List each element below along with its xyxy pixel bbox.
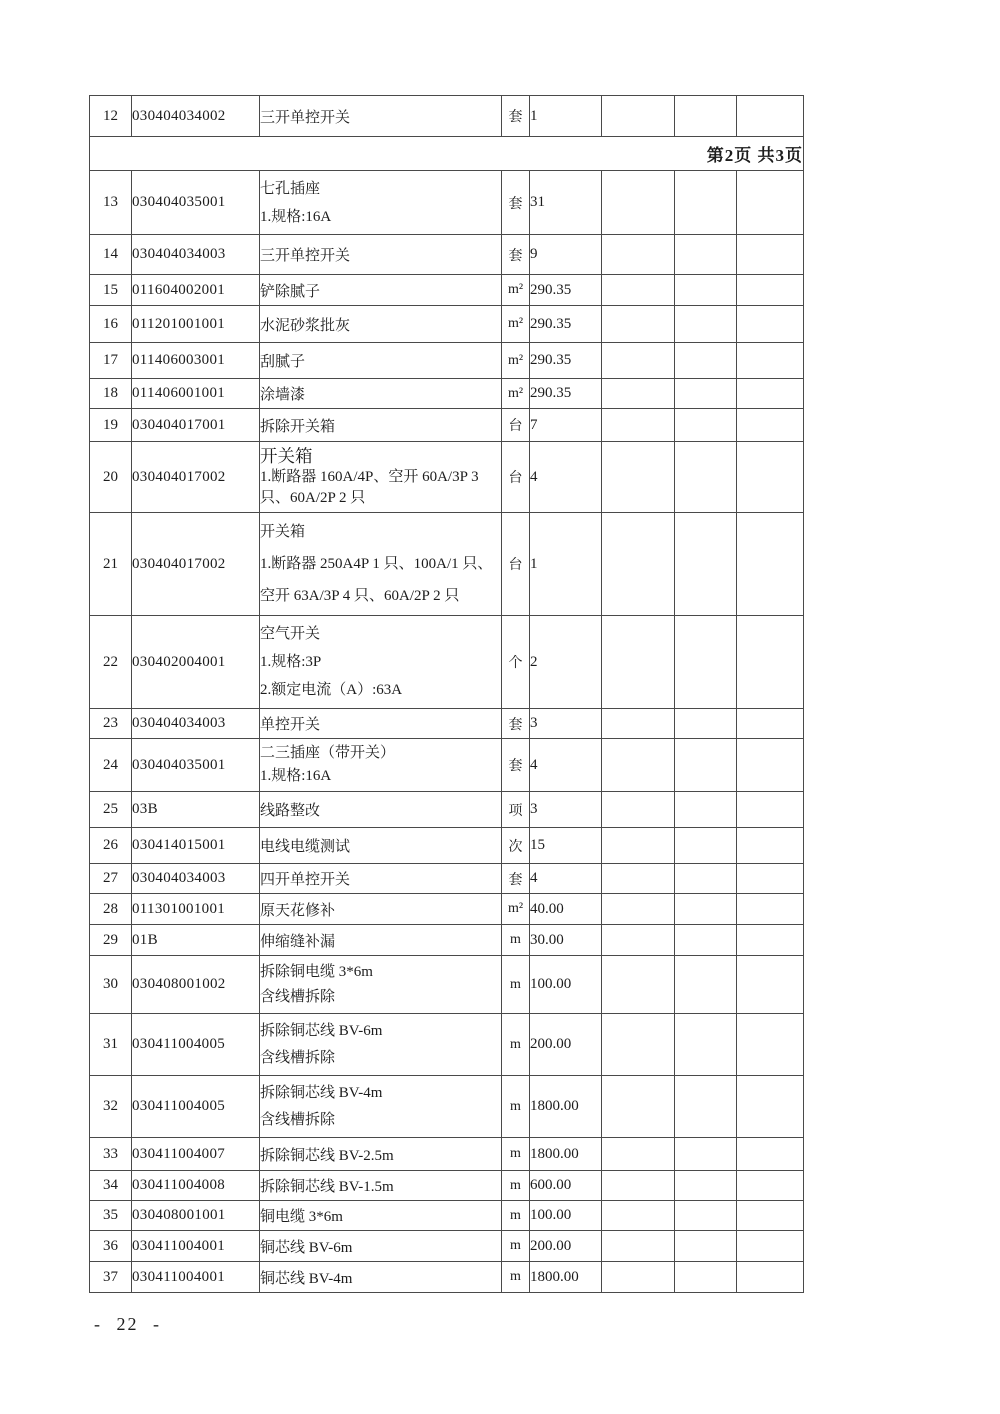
item-name-cell xyxy=(260,1076,502,1138)
table-row xyxy=(90,1076,804,1138)
quantity-cell: 9 xyxy=(530,235,602,275)
table-row xyxy=(90,709,804,739)
empty-amount-cell xyxy=(602,1262,675,1293)
empty-amount-cell xyxy=(602,1076,675,1138)
empty-cell xyxy=(737,894,804,925)
empty-cell xyxy=(675,96,737,137)
row-number-cell: 32 xyxy=(90,1076,132,1138)
quantity-cell: 600.00 xyxy=(530,1171,602,1201)
item-name-line: 1.断路器 250A4P 1 只、100A/1 只、 xyxy=(260,556,493,572)
table-row xyxy=(90,1138,804,1171)
empty-cell xyxy=(737,513,804,616)
item-name-cell xyxy=(260,739,502,792)
row-number-cell: 27 xyxy=(90,864,132,894)
quantity-cell: 100.00 xyxy=(530,956,602,1014)
empty-cell xyxy=(737,1138,804,1171)
item-name-cell xyxy=(260,1262,502,1293)
item-name-line: 铲除腻子 xyxy=(260,283,321,300)
empty-cell xyxy=(737,442,804,513)
empty-cell xyxy=(737,171,804,235)
item-name-cell xyxy=(260,894,502,925)
empty-amount-cell xyxy=(602,275,675,306)
item-name-cell xyxy=(260,616,502,709)
page-indicator: 第2页 共3页 xyxy=(90,137,804,171)
empty-amount-cell xyxy=(602,956,675,1014)
empty-cell xyxy=(675,513,737,616)
unit-cell: m xyxy=(502,1262,530,1293)
unit-cell: m xyxy=(502,1076,530,1138)
empty-cell xyxy=(737,1076,804,1138)
quantity-cell: 290.35 xyxy=(530,275,602,306)
unit-cell: m xyxy=(502,1231,530,1262)
unit-cell: 套 xyxy=(502,709,530,739)
empty-cell xyxy=(675,864,737,894)
empty-cell xyxy=(737,1262,804,1293)
empty-cell xyxy=(675,1138,737,1171)
item-name-cell xyxy=(260,343,502,379)
item-name-line: 铜电缆 3*6m xyxy=(260,1209,343,1225)
empty-cell xyxy=(675,894,737,925)
quantity-cell: 7 xyxy=(530,409,602,442)
item-name-cell xyxy=(260,792,502,828)
unit-cell: 套 xyxy=(502,235,530,275)
item-name-line: 1.规格:3P xyxy=(260,654,322,670)
item-name-line: 空气开关 xyxy=(260,626,321,642)
item-name-line: 线路整改 xyxy=(260,803,321,819)
quantity-cell: 200.00 xyxy=(530,1014,602,1076)
empty-amount-cell xyxy=(602,1138,675,1171)
item-code-cell: 011604002001 xyxy=(132,275,260,306)
row-number-cell: 15 xyxy=(90,275,132,306)
row-number-cell: 33 xyxy=(90,1138,132,1171)
item-code-cell: 030404017002 xyxy=(132,442,260,513)
empty-cell xyxy=(737,343,804,379)
item-code-cell: 011406001001 xyxy=(132,379,260,409)
item-code-cell: 030411004005 xyxy=(132,1076,260,1138)
item-name-line: 2.额定电流（A）:63A xyxy=(260,682,403,698)
empty-cell xyxy=(737,96,804,137)
quantity-cell: 290.35 xyxy=(530,343,602,379)
quantity-cell: 3 xyxy=(530,709,602,739)
empty-cell xyxy=(675,1231,737,1262)
row-number-cell: 17 xyxy=(90,343,132,379)
item-name-cell xyxy=(260,1201,502,1231)
unit-cell: m² xyxy=(502,343,530,379)
empty-amount-cell xyxy=(602,925,675,956)
empty-cell xyxy=(737,306,804,343)
item-name-line: 四开单控开关 xyxy=(260,872,351,888)
empty-cell xyxy=(675,235,737,275)
row-number-cell: 21 xyxy=(90,513,132,616)
item-name-line: 铜芯线 BV-6m xyxy=(260,1239,353,1256)
unit-cell: 台 xyxy=(502,409,530,442)
item-name-cell xyxy=(260,1138,502,1171)
item-name-cell xyxy=(260,96,502,137)
quantity-cell: 4 xyxy=(530,442,602,513)
item-code-cell: 030404034002 xyxy=(132,96,260,137)
quantity-cell: 3 xyxy=(530,792,602,828)
table-row xyxy=(90,1231,804,1262)
item-name-line: 1.规格:16A xyxy=(260,768,332,784)
empty-cell xyxy=(737,709,804,739)
row-number-cell: 16 xyxy=(90,306,132,343)
item-name-line: 原天花修补 xyxy=(260,902,336,919)
empty-cell xyxy=(737,616,804,709)
unit-cell: 台 xyxy=(502,513,530,616)
item-name-cell xyxy=(260,379,502,409)
row-number-cell: 28 xyxy=(90,894,132,925)
item-code-cell: 030404034003 xyxy=(132,709,260,739)
item-name-cell xyxy=(260,513,502,616)
unit-cell: m² xyxy=(502,894,530,925)
empty-cell xyxy=(675,275,737,306)
unit-cell: 个 xyxy=(502,616,530,709)
unit-cell: m² xyxy=(502,275,530,306)
table-row xyxy=(90,894,804,925)
item-name-line: 只、60A/2P 2 只 xyxy=(260,489,366,506)
row-number-cell: 37 xyxy=(90,1262,132,1293)
item-name-line: 含线槽拆除 xyxy=(260,1049,336,1066)
table-row xyxy=(90,409,804,442)
unit-cell: 项 xyxy=(502,792,530,828)
item-name-cell xyxy=(260,925,502,956)
row-number-cell: 20 xyxy=(90,442,132,513)
item-code-cell: 01B xyxy=(132,925,260,956)
table-row xyxy=(90,1262,804,1293)
empty-amount-cell xyxy=(602,616,675,709)
item-name-line: 拆除铜芯线 BV-1.5m xyxy=(260,1179,394,1195)
quantity-cell: 4 xyxy=(530,739,602,792)
row-number-cell: 13 xyxy=(90,171,132,235)
item-name-line: 三开单控开关 xyxy=(260,248,351,264)
row-number-cell: 25 xyxy=(90,792,132,828)
item-name-line: 拆除铜电缆 3*6m xyxy=(260,963,373,980)
row-number-cell: 19 xyxy=(90,409,132,442)
unit-cell: 套 xyxy=(502,96,530,137)
page-indicator-row xyxy=(90,137,804,171)
item-name-line: 含线槽拆除 xyxy=(260,1111,336,1128)
table-row xyxy=(90,864,804,894)
row-number-cell: 14 xyxy=(90,235,132,275)
empty-cell xyxy=(675,379,737,409)
quantity-cell: 4 xyxy=(530,864,602,894)
row-number-cell: 12 xyxy=(90,96,132,137)
item-name-line: 拆除开关箱 xyxy=(260,418,336,435)
quantity-cell: 1 xyxy=(530,513,602,616)
empty-amount-cell xyxy=(602,1201,675,1231)
item-code-cell: 011301001001 xyxy=(132,894,260,925)
item-name-line: 铜芯线 BV-4m xyxy=(260,1270,353,1287)
row-number-cell: 31 xyxy=(90,1014,132,1076)
empty-amount-cell xyxy=(602,96,675,137)
unit-cell: 套 xyxy=(502,864,530,894)
empty-cell xyxy=(737,792,804,828)
item-name-line: 水泥砂浆批灰 xyxy=(260,317,351,334)
table-row xyxy=(90,275,804,306)
row-number-cell: 30 xyxy=(90,956,132,1014)
empty-cell xyxy=(675,442,737,513)
empty-amount-cell xyxy=(602,379,675,409)
item-code-cell: 011406003001 xyxy=(132,343,260,379)
unit-cell: m² xyxy=(502,306,530,343)
item-name-cell xyxy=(260,1171,502,1201)
unit-cell: m xyxy=(502,1201,530,1231)
empty-cell xyxy=(737,925,804,956)
empty-cell xyxy=(737,379,804,409)
table-row xyxy=(90,925,804,956)
row-number-cell: 29 xyxy=(90,925,132,956)
item-name-cell xyxy=(260,275,502,306)
quantity-cell: 1800.00 xyxy=(530,1076,602,1138)
table-row xyxy=(90,442,804,513)
boq-table-container xyxy=(89,95,804,1293)
table-row xyxy=(90,616,804,709)
item-code-cell: 030404017002 xyxy=(132,513,260,616)
row-number-cell: 36 xyxy=(90,1231,132,1262)
item-code-cell: 030402004001 xyxy=(132,616,260,709)
empty-cell xyxy=(737,739,804,792)
quantity-cell: 290.35 xyxy=(530,379,602,409)
empty-amount-cell xyxy=(602,409,675,442)
empty-cell xyxy=(675,171,737,235)
item-name-line: 拆除铜芯线 BV-6m xyxy=(260,1022,383,1039)
item-code-cell: 030408001002 xyxy=(132,956,260,1014)
item-name-cell xyxy=(260,864,502,894)
empty-amount-cell xyxy=(602,739,675,792)
item-code-cell: 030411004007 xyxy=(132,1138,260,1171)
unit-cell: 次 xyxy=(502,828,530,864)
item-name-line: 三开单控开关 xyxy=(260,109,351,126)
item-code-cell: 030408001001 xyxy=(132,1201,260,1231)
empty-amount-cell xyxy=(602,171,675,235)
empty-cell xyxy=(675,1014,737,1076)
empty-amount-cell xyxy=(602,1014,675,1076)
item-code-cell: 011201001001 xyxy=(132,306,260,343)
item-code-cell: 030411004001 xyxy=(132,1262,260,1293)
item-name-cell xyxy=(260,235,502,275)
unit-cell: 套 xyxy=(502,739,530,792)
table-row xyxy=(90,171,804,235)
quantity-cell: 290.35 xyxy=(530,306,602,343)
item-code-cell: 03B xyxy=(132,792,260,828)
empty-cell xyxy=(675,709,737,739)
item-name-line: 拆除铜芯线 BV-4m xyxy=(260,1084,383,1101)
empty-amount-cell xyxy=(602,235,675,275)
item-name-line: 电线电缆测试 xyxy=(260,839,351,855)
empty-cell xyxy=(737,409,804,442)
empty-cell xyxy=(737,956,804,1014)
unit-cell: m² xyxy=(502,379,530,409)
item-name-line: 涂墙漆 xyxy=(260,387,306,403)
item-name-line: 单控开关 xyxy=(260,717,321,733)
item-name-line: 1.规格:16A xyxy=(260,208,332,225)
item-name-cell xyxy=(260,442,502,513)
empty-cell xyxy=(675,409,737,442)
empty-amount-cell xyxy=(602,306,675,343)
item-name-cell xyxy=(260,956,502,1014)
item-name-line: 拆除铜芯线 BV-2.5m xyxy=(260,1147,394,1164)
empty-amount-cell xyxy=(602,343,675,379)
unit-cell: m xyxy=(502,1014,530,1076)
row-number-cell: 24 xyxy=(90,739,132,792)
item-name-cell xyxy=(260,1014,502,1076)
item-code-cell: 030404034003 xyxy=(132,864,260,894)
item-code-cell: 030404035001 xyxy=(132,739,260,792)
item-code-cell: 030411004005 xyxy=(132,1014,260,1076)
empty-cell xyxy=(737,864,804,894)
item-name-line: 空开 63A/3P 4 只、60A/2P 2 只 xyxy=(260,588,460,604)
item-name-cell xyxy=(260,171,502,235)
quantity-cell: 1800.00 xyxy=(530,1262,602,1293)
quantity-cell: 100.00 xyxy=(530,1201,602,1231)
quantity-cell: 15 xyxy=(530,828,602,864)
table-row xyxy=(90,828,804,864)
empty-cell xyxy=(737,1171,804,1201)
table-row xyxy=(90,306,804,343)
empty-cell xyxy=(737,1201,804,1231)
empty-cell xyxy=(737,235,804,275)
table-row xyxy=(90,513,804,616)
empty-cell xyxy=(675,925,737,956)
unit-cell: m xyxy=(502,925,530,956)
table-row xyxy=(90,235,804,275)
empty-cell xyxy=(675,1171,737,1201)
item-name-line: 二三插座（带开关） xyxy=(260,745,396,761)
page-footer-number: - 22 - xyxy=(94,1314,161,1334)
quantity-cell: 1800.00 xyxy=(530,1138,602,1171)
empty-cell xyxy=(737,1014,804,1076)
table-row xyxy=(90,792,804,828)
table-row xyxy=(90,96,804,137)
row-number-cell: 35 xyxy=(90,1201,132,1231)
item-name-line: 伸缩缝补漏 xyxy=(260,933,336,950)
item-name-line: 含线槽拆除 xyxy=(260,988,336,1005)
item-name-cell xyxy=(260,306,502,343)
row-number-cell: 18 xyxy=(90,379,132,409)
empty-cell xyxy=(675,616,737,709)
item-code-cell: 030404017001 xyxy=(132,409,260,442)
empty-amount-cell xyxy=(602,442,675,513)
quantity-cell: 2 xyxy=(530,616,602,709)
table-row xyxy=(90,343,804,379)
item-name-cell xyxy=(260,709,502,739)
empty-amount-cell xyxy=(602,864,675,894)
unit-cell: 台 xyxy=(502,442,530,513)
empty-amount-cell xyxy=(602,709,675,739)
quantity-cell: 31 xyxy=(530,171,602,235)
item-name-line: 七孔插座 xyxy=(260,180,321,197)
row-number-cell: 26 xyxy=(90,828,132,864)
empty-cell xyxy=(675,739,737,792)
item-name-line: 开关箱 xyxy=(260,445,313,466)
table-row xyxy=(90,1201,804,1231)
empty-cell xyxy=(675,343,737,379)
item-code-cell: 030411004008 xyxy=(132,1171,260,1201)
boq-table xyxy=(89,95,804,1293)
empty-amount-cell xyxy=(602,828,675,864)
empty-cell xyxy=(675,828,737,864)
item-name-line: 刮腻子 xyxy=(260,354,306,370)
table-row xyxy=(90,379,804,409)
unit-cell: m xyxy=(502,1138,530,1171)
empty-amount-cell xyxy=(602,894,675,925)
table-row xyxy=(90,739,804,792)
empty-cell xyxy=(675,956,737,1014)
table-row xyxy=(90,1014,804,1076)
unit-cell: m xyxy=(502,1171,530,1201)
row-number-cell: 23 xyxy=(90,709,132,739)
table-row xyxy=(90,1171,804,1201)
item-name-cell xyxy=(260,828,502,864)
empty-cell xyxy=(675,1201,737,1231)
item-code-cell: 030414015001 xyxy=(132,828,260,864)
empty-amount-cell xyxy=(602,513,675,616)
unit-cell: m xyxy=(502,956,530,1014)
empty-cell xyxy=(675,792,737,828)
empty-amount-cell xyxy=(602,1231,675,1262)
item-code-cell: 030404034003 xyxy=(132,235,260,275)
table-row xyxy=(90,956,804,1014)
empty-cell xyxy=(737,275,804,306)
row-number-cell: 34 xyxy=(90,1171,132,1201)
empty-cell xyxy=(737,828,804,864)
empty-cell xyxy=(675,306,737,343)
item-code-cell: 030404035001 xyxy=(132,171,260,235)
empty-cell xyxy=(737,1231,804,1262)
empty-cell xyxy=(675,1076,737,1138)
item-name-line: 1.断路器 160A/4P、空开 60A/3P 3 xyxy=(260,468,479,485)
quantity-cell: 200.00 xyxy=(530,1231,602,1262)
item-name-line: 开关箱 xyxy=(260,524,306,540)
row-number-cell: 22 xyxy=(90,616,132,709)
quantity-cell: 1 xyxy=(530,96,602,137)
quantity-cell: 30.00 xyxy=(530,925,602,956)
unit-cell: 套 xyxy=(502,171,530,235)
quantity-cell: 40.00 xyxy=(530,894,602,925)
empty-amount-cell xyxy=(602,1171,675,1201)
item-name-cell xyxy=(260,409,502,442)
empty-amount-cell xyxy=(602,792,675,828)
empty-cell xyxy=(675,1262,737,1293)
item-code-cell: 030411004001 xyxy=(132,1231,260,1262)
item-name-cell xyxy=(260,1231,502,1262)
